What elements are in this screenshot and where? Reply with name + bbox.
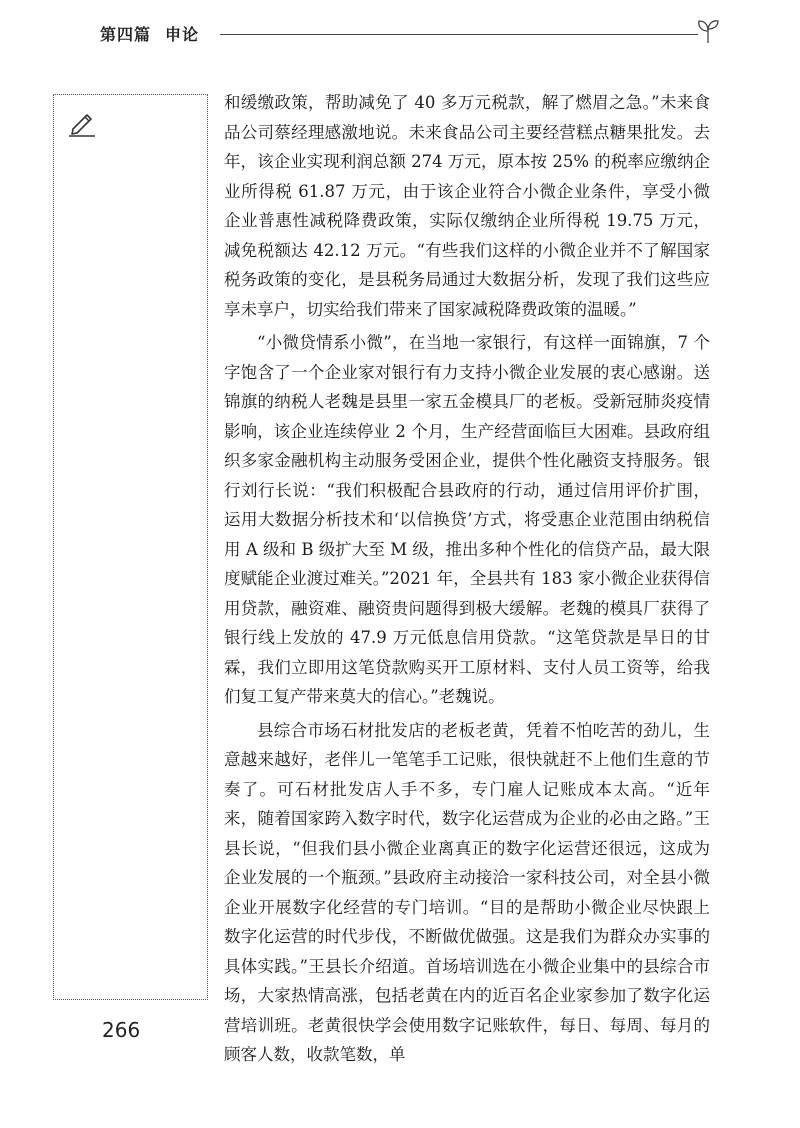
- header-rule: [220, 34, 698, 35]
- paragraph: 县综合市场石材批发店的老板老黄，凭着不怕吃苦的劲儿，生意越来越好，老伴儿一笔笔手工记账，很快就赶不上他们生意的节奏了。可石材批发店人手不多，专门雇人记账成本太高。“近年来，随着国家跨入数字时代，数字化运营成为企业的必由之路。”王县长说，“但我们县小微企业离真正的数字化运营还很远，这成为企业发展的一个瓶颈。”县政府主动接洽一家科技公司，对全县小微企业开展数字化经营的专门培训。“目的是帮助小微企业尽快跟上数字化运营的时代步伐，不断做优做强。这是我们为群众办实事的具体实践。”王县长介绍道。首场培训选在小微企业集中的县综合市场，大家热情高涨，包括老黄在内的近百名企业家参加了数字化运营培训班。老黄很快学会使用数字记账软件，每日、每周、每月的顾客人数，收款笔数，单: [224, 720, 710, 1064]
- paragraph: 和缓缴政策，帮助减免了 40 多万元税款，解了燃眉之急。”未来食品公司蔡经理感激地说。未来食品公司主要经营糕点糖果批发。去年，该企业实现利润总额 274 万元，原本按 25% 的税率应缴纳企业所得税 61.87 万元，由于该企业符合小微企业条件，享受小微企业普惠性减税降费政策，实际仅缴纳企业所得税 19.75 万元，减免税额达 42.12 万元。“有些我们这样的小微企业并不了解国家税务政策的变化，是县税务局通过大数据分析，发现了我们这些应享未享户，切实给我们带来了国家减税降费政策的温暖。”: [224, 93, 710, 319]
- note-box: [53, 94, 208, 1000]
- page-number: 266: [102, 1018, 141, 1042]
- pencil-icon: [67, 109, 97, 137]
- page-header: [100, 18, 720, 48]
- chapter-label: 第四篇: [100, 25, 152, 44]
- header-title: [100, 22, 199, 45]
- paragraph: “小微贷情系小微”，在当地一家银行，有这样一面锦旗，7 个字饱含了一个企业家对银行有力支持小微企业发展的衷心感谢。送锦旗的纳税人老魏是县里一家五金模具厂的老板。受新冠肺炎疫情影响，该企业连续停业 2 个月，生产经营面临巨大困难。县政府组织多家金融机构主动服务受困企业，提供个性化融资支持服务。银行刘行长说：“我们积极配合县政府的行动，通过信用评价扩围，运用大数据分析技术和‘以信换贷’方式，将受惠企业范围由纳税信用 A 级和 B 级扩大至 M 级，推出多种个性化的信贷产品，最大限度赋能企业渡过难关。”2021 年，全县共有 183 家小微企业获得信用贷款，融资难、融资贵问题得到极大缓解。老魏的模具厂获得了银行线上发放的 47.9 万元低息信用贷款。“这笔贷款是旱日的甘霖，我们立即用这笔贷款购买开工原材料、支付人员工资等，给我们复工复产带来莫大的信心。”老魏说。: [224, 333, 710, 706]
- body-text: [224, 88, 710, 1070]
- sprout-icon: [696, 18, 720, 44]
- section-label: 申论: [165, 25, 200, 44]
